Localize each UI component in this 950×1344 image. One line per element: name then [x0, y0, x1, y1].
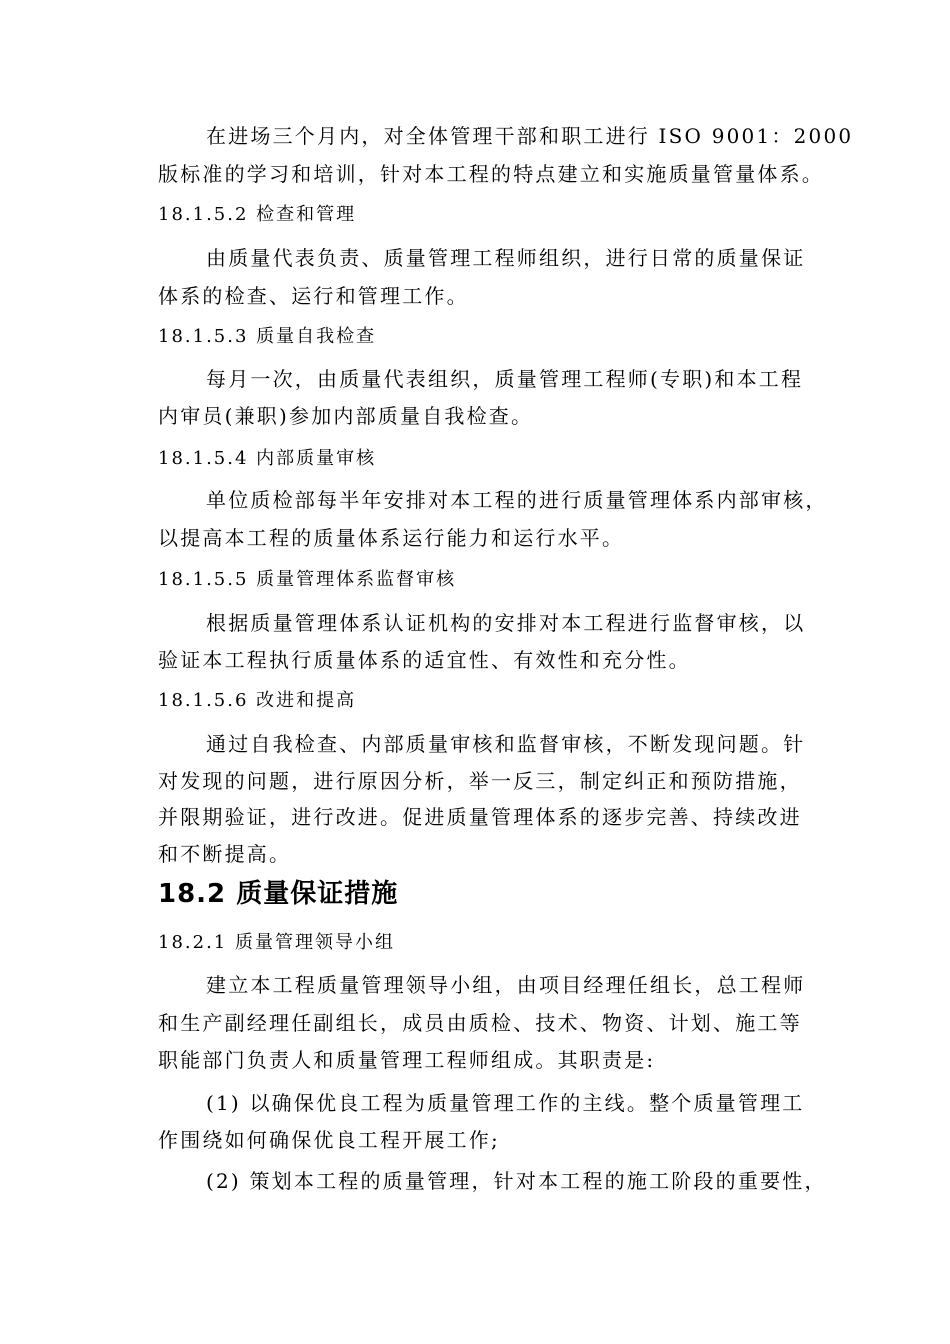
subsection-heading: 18.2.1 质量管理领导小组: [158, 932, 395, 953]
paragraph-line: 验证本工程执行质量体系的适宜性、有效性和充分性。: [158, 648, 691, 672]
list-item-line: 作围绕如何确保优良工程开展工作;: [158, 1128, 500, 1152]
paragraph-line: 每月一次，由质量代表组织，质量管理工程师(专职)和本工程: [206, 367, 804, 391]
paragraph-line: 和生产副经理任副组长，成员由质检、技术、物资、计划、施工等: [158, 1011, 802, 1035]
paragraph-line: 根据质量管理体系认证机构的安排对本工程进行监督审核，以: [206, 611, 806, 635]
subsection-heading: 18.1.5.2 检查和管理: [158, 204, 357, 225]
subsection-heading: 18.1.5.4 内部质量审核: [158, 448, 377, 469]
paragraph-line: 由质量代表负责、质量管理工程师组织，进行日常的质量保证: [206, 246, 806, 270]
paragraph-line: 建立本工程质量管理领导小组，由项目经理任组长，总工程师: [206, 973, 806, 997]
paragraph-line: 以提高本工程的质量体系运行能力和运行水平。: [158, 526, 625, 550]
list-item-line: (1) 以确保优良工程为质量管理工作的主线。整个质量管理工: [206, 1091, 805, 1115]
subsection-heading: 18.1.5.3 质量自我检查: [158, 326, 377, 347]
paragraph-line: 对发现的问题，进行原因分析，举一反三，制定纠正和预防措施，: [158, 769, 802, 793]
paragraph-line: 单位质检部每半年安排对本工程的进行质量管理体系内部审核，: [206, 488, 828, 512]
paragraph-line: 内审员(兼职)参加内部质量自我检查。: [158, 404, 534, 428]
section-title: 18.2 质量保证措施: [158, 879, 399, 909]
subsection-heading: 18.1.5.5 质量管理体系监督审核: [158, 569, 457, 590]
list-item-line: (2) 策划本工程的质量管理，针对本工程的施工阶段的重要性，: [206, 1169, 827, 1193]
subsection-heading: 18.1.5.6 改进和提高: [158, 690, 357, 711]
paragraph-line: 体系的检查、运行和管理工作。: [158, 284, 469, 308]
paragraph-line: 通过自我检查、内部质量审核和监督审核，不断发现问题。针: [206, 732, 806, 756]
paragraph-line: 和不断提高。: [158, 842, 292, 866]
paragraph-line: 职能部门负责人和质量管理工程师组成。其职责是:: [158, 1048, 656, 1072]
paragraph-line: 并限期验证，进行改进。促进质量管理体系的逐步完善、持续改进: [158, 805, 802, 829]
paragraph-line: 在进场三个月内，对全体管理干部和职工进行 ISO 9001：2000: [206, 124, 854, 148]
paragraph-line: 版标准的学习和培训，针对本工程的特点建立和实施质量管量体系。: [158, 162, 824, 186]
